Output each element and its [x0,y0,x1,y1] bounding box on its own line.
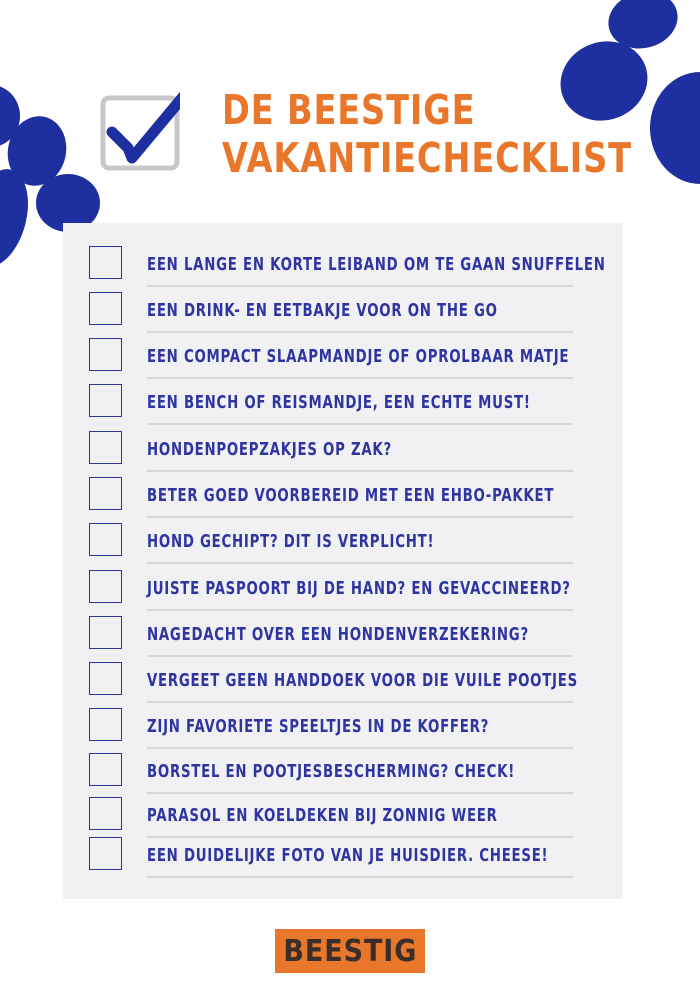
checklist-item-label: ZIJN FAVORIETE SPEELTJES IN DE KOFFER? [147,716,490,737]
checklist-item-label: EEN BENCH OF REISMANDJE, EEN ECHTE MUST! [147,392,531,413]
divider [147,701,573,703]
checklist-item[interactable] [63,384,623,430]
divider [147,331,573,333]
checkbox[interactable] [89,431,122,464]
checklist-item-label: EEN LANGE EN KORTE LEIBAND OM TE GAAN SNUFFELEN [147,254,606,275]
brand-logo [275,929,425,973]
checklist-item[interactable] [63,338,623,384]
checkbox[interactable] [89,797,122,830]
checkbox[interactable] [89,523,122,556]
logo-text: BEESTIG [283,933,417,969]
divider [147,562,573,564]
checklist-item[interactable] [63,570,623,616]
checkbox[interactable] [89,616,122,649]
page-title [222,86,632,182]
checkbox[interactable] [89,384,122,417]
checkbox[interactable] [89,338,122,371]
checklist-item[interactable] [63,292,623,338]
checklist-item[interactable] [63,477,623,523]
checkbox[interactable] [89,708,122,741]
paw-pad [650,72,700,184]
checklist-item[interactable] [63,753,623,799]
checklist-item[interactable] [63,837,623,883]
checklist-item-label: BORSTEL EN POOTJESBESCHERMING? CHECK! [147,761,516,782]
divider [147,655,573,657]
checklist-item-label: JUISTE PASPOORT BIJ DE HAND? EN GEVACCINEERD? [147,578,571,599]
checklist-item-label: BETER GOED VOORBEREID MET EEN EHBO-PAKKET [147,485,555,506]
divider [147,792,573,794]
divider [147,609,573,611]
checkbox[interactable] [89,246,122,279]
checklist-item-label: HOND GECHIPT? DIT IS VERPLICHT! [147,531,435,552]
checklist-item[interactable] [63,616,623,662]
checklist-item[interactable] [63,708,623,754]
divider [147,876,573,878]
checklist-item-label: PARASOL EN KOELDEKEN BIJ ZONNIG WEER [147,805,498,826]
checkbox[interactable] [89,570,122,603]
checklist-item-label: EEN DUIDELIJKE FOTO VAN JE HUISDIER. CHEESE! [147,845,549,866]
checkbox[interactable] [89,753,122,786]
divider [147,516,573,518]
checkmark-icon [100,92,180,172]
checklist-item-label: HONDENPOEPZAKJES OP ZAK? [147,439,392,460]
checkbox[interactable] [89,477,122,510]
checkbox[interactable] [89,837,122,870]
divider [147,470,573,472]
title-line-1: DE BEESTIGE [222,86,476,134]
checklist-item-label: NAGEDACHT OVER EEN HONDENVERZEKERING? [147,624,529,645]
checklist-item-label: VERGEET GEEN HANDDOEK VOOR DIE VUILE POOTJES [147,670,578,691]
checklist-panel [63,223,623,899]
checklist-item-label: EEN COMPACT SLAAPMANDJE OF OPROLBAAR MATJE [147,346,570,367]
checklist-item[interactable] [63,431,623,477]
divider [147,423,573,425]
divider [147,285,573,287]
checklist-item[interactable] [63,662,623,708]
checklist-item-label: EEN DRINK- EN EETBAKJE VOOR ON THE GO [147,300,498,321]
divider [147,377,573,379]
divider [147,747,573,749]
title-line-2: VAKANTIECHECKLIST [222,134,632,182]
checklist-item[interactable] [63,246,623,292]
checklist-item[interactable] [63,523,623,569]
checkbox[interactable] [89,662,122,695]
checkbox[interactable] [89,292,122,325]
